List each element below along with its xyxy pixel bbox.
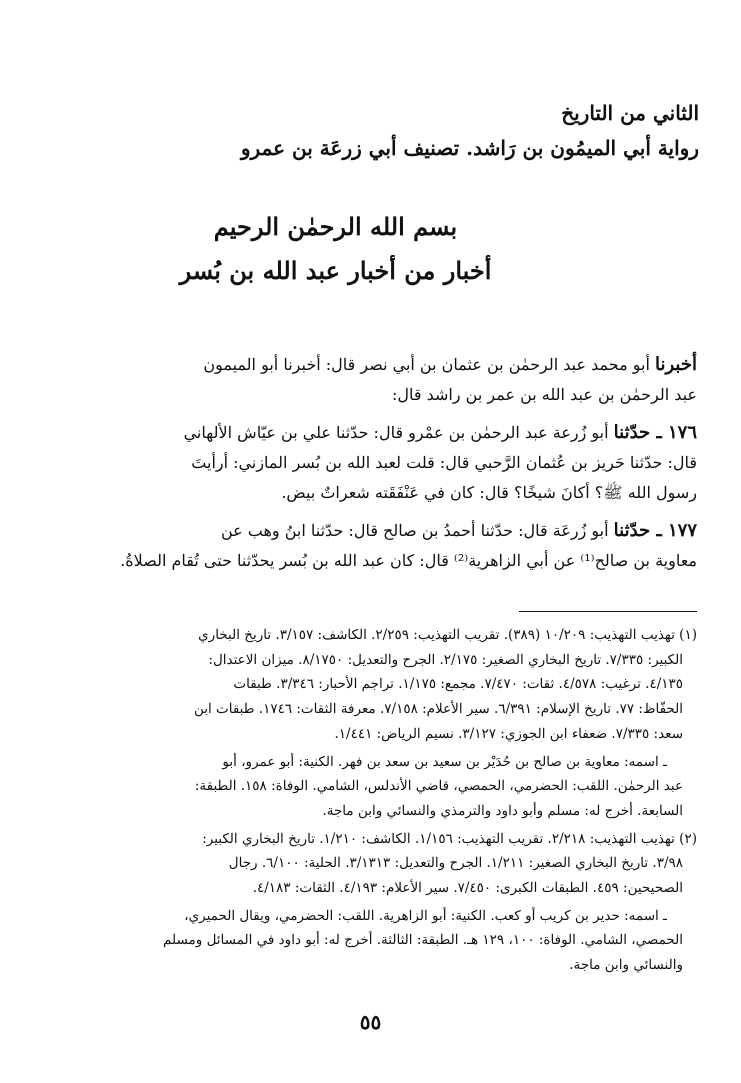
- hadith-177-line-1: ١٧٧ ـ حدّثنا أبو زُرعَة قال: حدّثنا أحمدُ بن صالح قال: حدّثنا ابنُ وهب عن: [220, 520, 697, 541]
- footnote-separator: [519, 611, 697, 612]
- footnote-2-bio-line: والنسائي وابن ماجة.: [569, 957, 683, 974]
- section-title: أخبار من أخبار عبد الله بن بُسر: [179, 256, 492, 285]
- hadith-number: ١٧٦ ـ: [650, 422, 697, 443]
- footnote-1-bio-line: عبد الرحمٰن. اللقب: الحضرمي، الحمصي، قاضي الأندلس، الشامي. الوفاة: ١٥٨. الطبقة:: [194, 778, 683, 795]
- footnote-1-line: ٤/١٣٥. ترغيب: ٤/٥٧٨. ثقات: ٧/٤٧٠. مجمع: ١/١٧٥. تراجم الأحبار: ٣/٣٤٦. طبقات: [233, 676, 683, 693]
- hadith-176-line-3: رسول الله ﷺ؟ أكانَ شيخًا؟ قال: كان في عَنْفَقَته شعراتٌ بيض.: [281, 483, 697, 502]
- hadith-177-line-2: معاوية بن صالح⁽¹⁾ عن أبي الزاهرية⁽²⁾ قال: كان عبد الله بن بُسر يحدّثنا حتى تُقام الصلاةُ.: [120, 551, 697, 570]
- basmala: بسم الله الرحمٰن الرحيم: [213, 212, 458, 241]
- footnote-2-bio-line: ـ اسمه: حدير بن كريب أو كعب. الكنية: أبو الزاهرية. اللقب: الحضرمي، ويقال الحميري،: [184, 907, 667, 924]
- main-text: [37, 350, 697, 576]
- keyword: أخبرنا: [655, 354, 697, 375]
- footnote-2-line: ٣/٩٨. تاريخ البخاري الصغير: ١/٢١١. الجرح والتعديل: ٣/١٣١٣. الحلية: ٦/١٠٠. رجال: [228, 855, 683, 872]
- footnote-1-line: (١) تهذيب التهذيب: ١٠/٢٠٩ (٣٨٩). تقريب التهذيب: ٢/٢٥٩. الكاشف: ٣/١٥٧. تاريخ البخاري: [198, 627, 697, 643]
- footnote-1-bio-line: ـ اسمه: معاوية بن صالح بن حُدَيْر بن سعيد بن سعد بن فهر. الكنية: أبو عمرو، أبو: [222, 753, 667, 770]
- header-title: الثاني من التاريخ: [561, 101, 699, 125]
- basmala-block: [0, 205, 741, 293]
- header-subtitle: رواية أبي الميمُون بن رَاشد. تصنيف أبي زرعَة بن عمرو: [240, 136, 699, 160]
- keyword: حدّثنا: [613, 422, 651, 443]
- footnote-1-line: الكبير: ٧/٣٣٥. تاريخ البخاري الصغير: ٢/١٧٥. الجرح والتعديل: ٨/١٧٥٠. ميزان الاعتدال:: [208, 651, 683, 668]
- hadith-176-line-1: ١٧٦ ـ حدّثنا أبو زُرعة عبد الرحمٰن بن عمْرو قال: حدّثنا علي بن عيّاش الألهاني: [183, 422, 697, 443]
- footnote-2-line: الصحيحين: ٤٥٩. الطبقات الكبرى: ٧/٤٥٠. سير الأعلام: ٤/١٩٣. الثقات: ٤/١٨٣.: [252, 880, 683, 897]
- paragraph-intro-line-1: أخبرنا أبو محمد عبد الرحمٰن بن عثمان بن أبي نصر قال: أخبرنا أبو الميمون: [203, 354, 697, 375]
- hadith-number: ١٧٧ ـ: [650, 520, 697, 541]
- footnote-1-line: سعد: ٧/٣٣٥. ضعفاء ابن الجوزي: ٣/١٢٧. نسيم الرياض: ١/٤٤١.: [334, 725, 683, 742]
- footnote-1-bio-line: السابعة. أخرج له: مسلم وأبو داود والترمذي والنسائي وابن ماجة.: [322, 802, 683, 819]
- footnote-1-line: الحفّاظ: ٧٧. تاريخ الإسلام: ٦/٣٩١. سير الأعلام: ٧/١٥٨. معرفة الثقات: ١٧٤٦. طبقات ابن: [193, 701, 683, 718]
- footnote-2-bio-line: الحمصي، الشامي. الوفاة: ١٠٠، ١٢٩ هـ. الطبقة: الثالثة. أخرج له: أبو داود في المسائل ومسلم: [163, 932, 683, 949]
- hadith-176-line-2: قال: حدّثنا حَريز بن عُثمان الرَّحبي قال: قلت لعبد الله بن بُسر المازني: أرأيتَ: [191, 453, 697, 472]
- header: [39, 96, 699, 166]
- keyword: حدّثنا: [613, 520, 651, 541]
- footnote-2-line: (٢) تهذيب التهذيب: ٢/٢١٨. تقريب التهذيب: ١/١٥٦. الكاشف: ١/٢١٠. تاريخ البخاري الكبير:: [202, 830, 697, 847]
- footnotes: [35, 623, 697, 978]
- page-number: ٥٥: [359, 1010, 382, 1034]
- paragraph-intro-line-2: عبد الرحمٰن بن عبد الله بن عمر بن راشد قال:: [391, 385, 697, 404]
